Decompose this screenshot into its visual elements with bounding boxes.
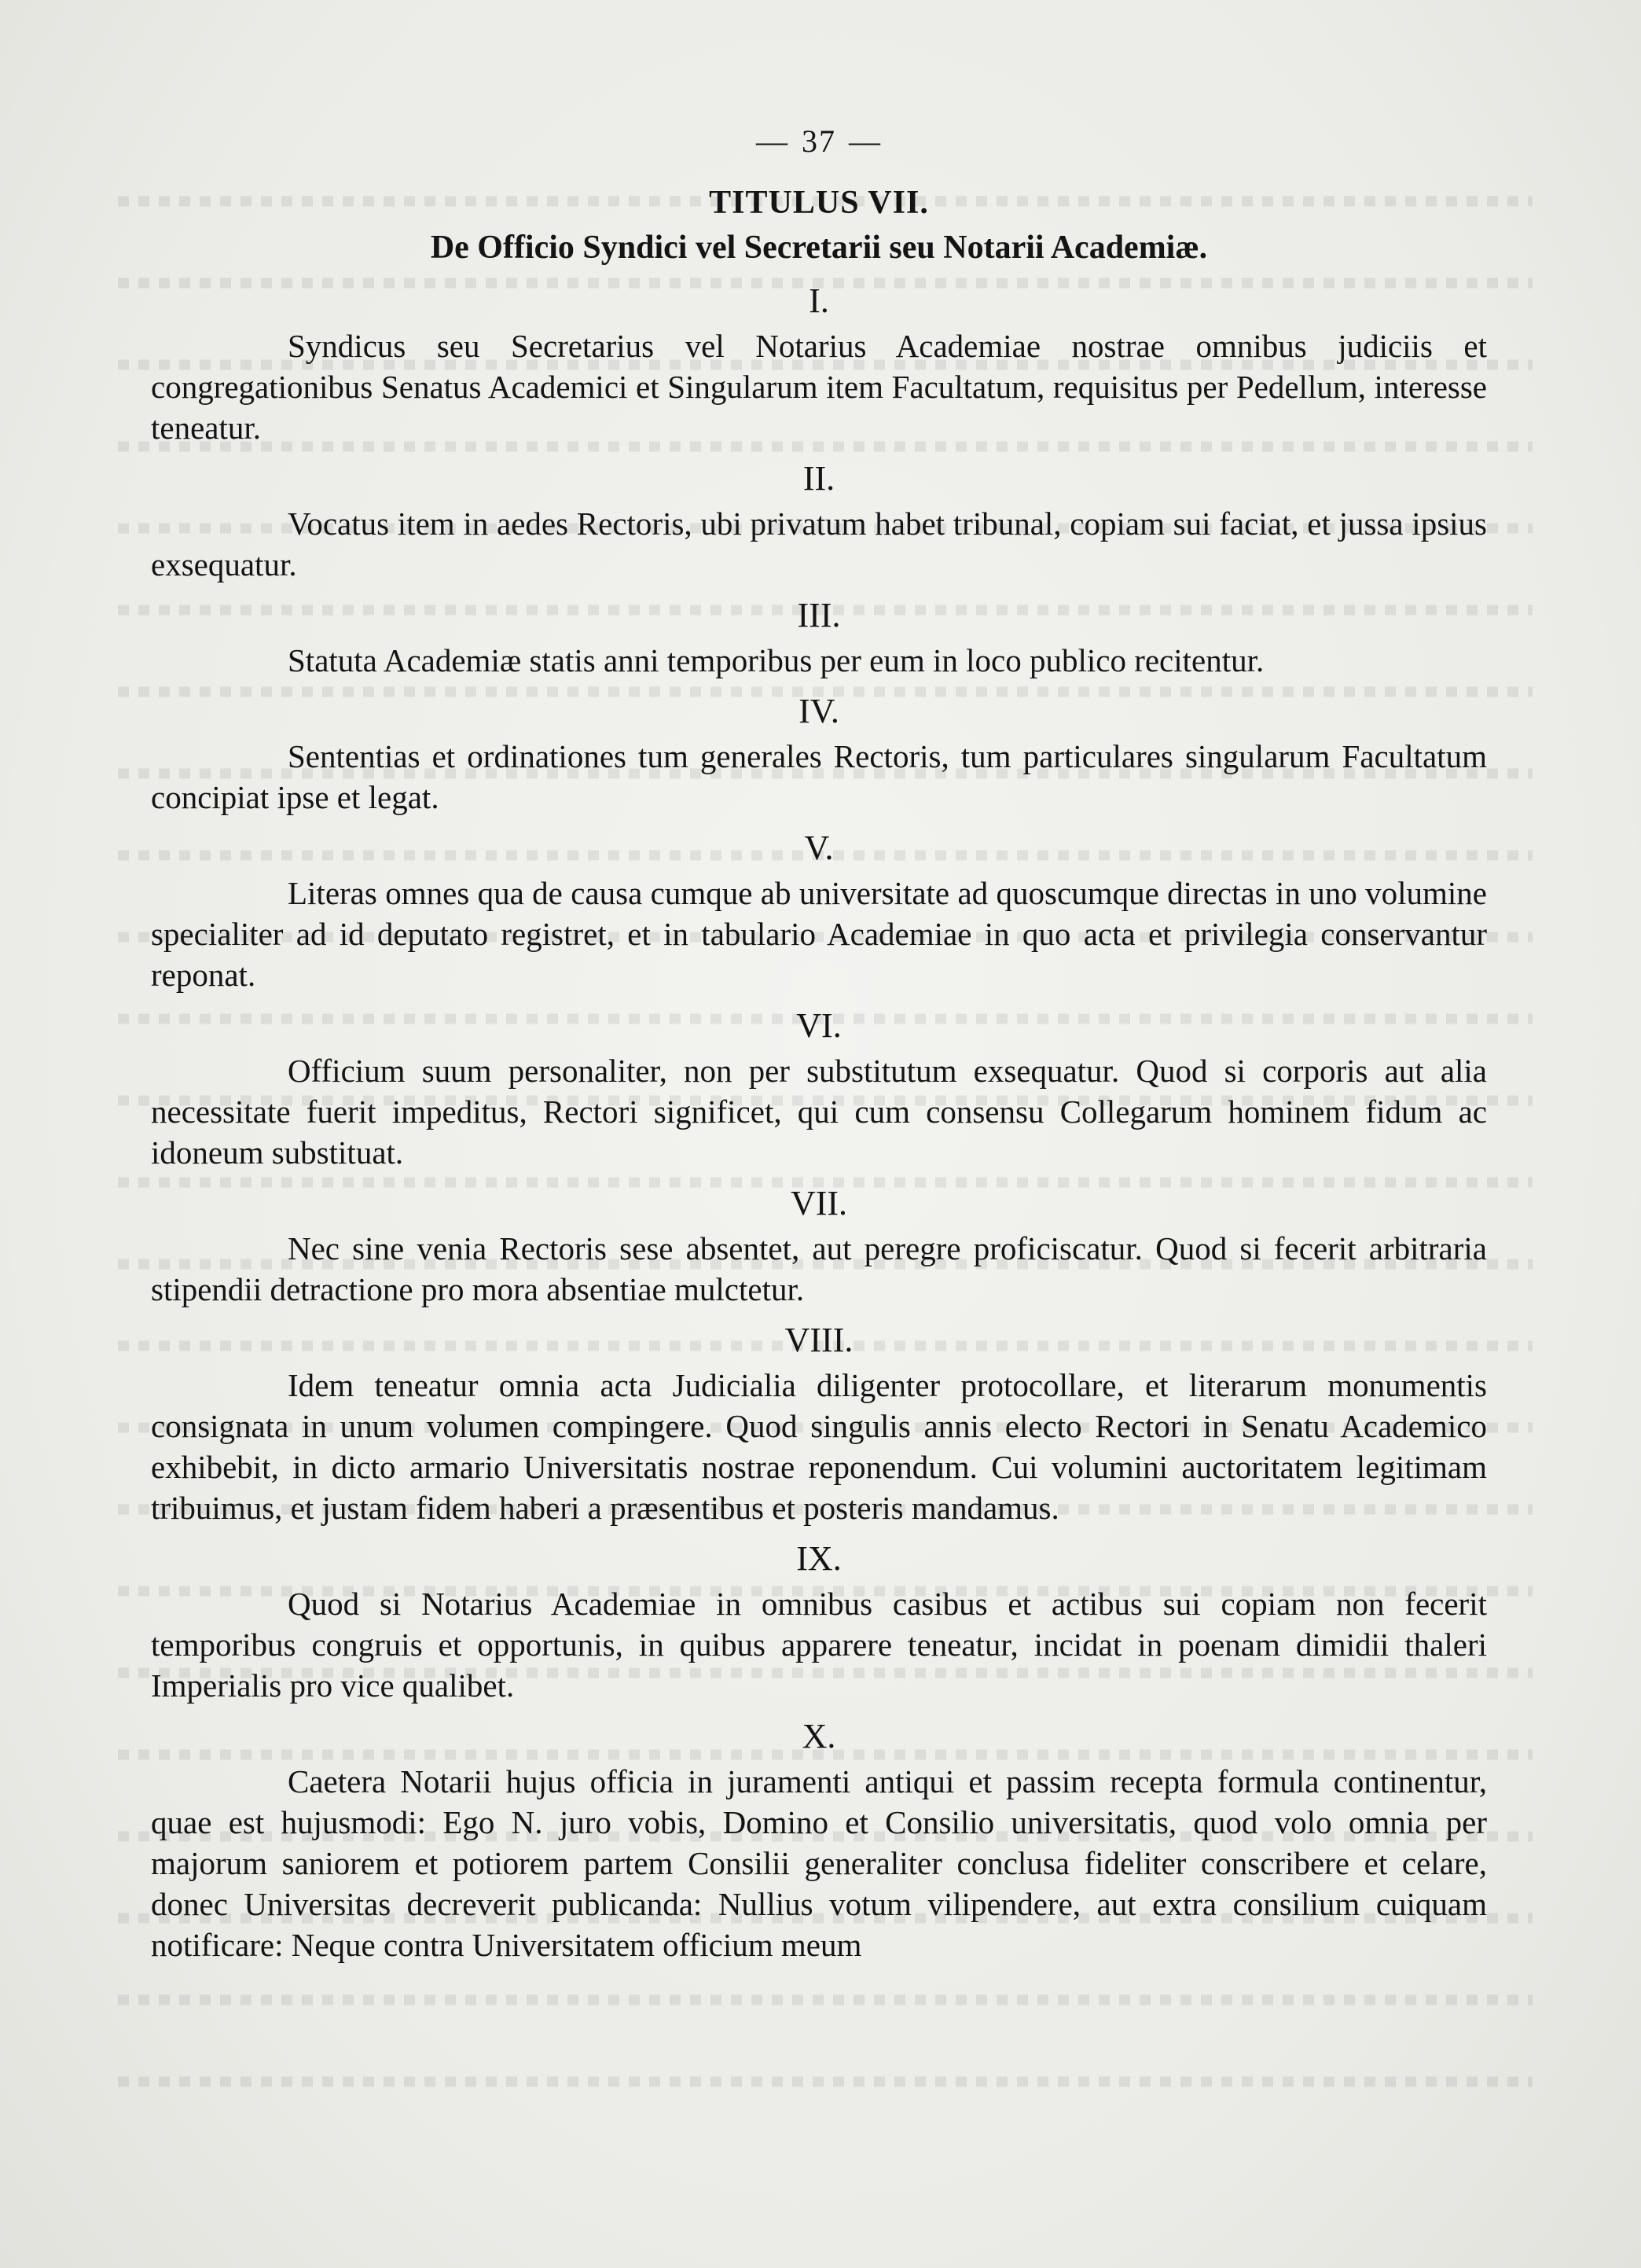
section <box>151 458 1487 585</box>
section-text: Syndicus seu Secretarius vel Notarius Academiae nostrae omnibus judiciis et congregationibus Senatus Academici et Singularum item Facultatum, requisitus per Pedellum, interesse teneatur. <box>151 328 1487 446</box>
section <box>151 827 1487 995</box>
section-text: Officium suum personaliter, non per substitutum exsequatur. Quod si corporis aut alia necessitate fuerit impeditus, Rectori significet, qui cum consensu Collegarum hominem fidum ac idoneum substituat. <box>151 1053 1487 1171</box>
section <box>151 1715 1487 1965</box>
section-number: III. <box>797 596 841 634</box>
section-text: Literas omnes qua de causa cumque ab universitate ad quoscumque directas in uno volumine specialiter ad id deputato registret, et in tabulario Academiae in quo acta et privilegia conservantur reponat. <box>151 875 1487 993</box>
section-number: X. <box>802 1717 836 1755</box>
section <box>151 594 1487 681</box>
section-number: II. <box>802 459 835 498</box>
section-number: IV. <box>798 692 839 730</box>
section <box>151 1005 1487 1173</box>
page-number-value: 37 <box>802 123 836 159</box>
section-number: V. <box>804 829 834 867</box>
section-number: VIII. <box>784 1321 854 1359</box>
section-text: Statuta Academiæ statis anni temporibus per eum in loco publico recitentur. <box>288 642 1265 678</box>
section-text: Quod si Notarius Academiae in omnibus casibus et actibus sui copiam non fecerit temporibus congruis et opportunis, in quibus apparere teneatur, incidat in poenam dimidii thaleri Imperialis pro vice qualibet. <box>151 1586 1487 1704</box>
dash-left: — <box>756 123 789 159</box>
section-text: Vocatus item in aedes Rectoris, ubi privatum habet tribunal, copiam sui faciat, et jussa ipsius exsequatur. <box>151 505 1487 583</box>
section-number: I. <box>809 281 829 320</box>
section <box>151 1182 1487 1310</box>
section-number: IX. <box>796 1539 842 1578</box>
section-number: VI. <box>796 1006 842 1045</box>
section <box>151 1319 1487 1528</box>
section <box>151 1538 1487 1706</box>
page-number <box>151 118 1487 165</box>
section <box>151 690 1487 818</box>
section-text: Sententias et ordinationes tum generales Rectoris, tum particulares singularum Facultatum concipiat ipse et legat. <box>151 738 1487 815</box>
dash-right: — <box>849 123 882 159</box>
section <box>151 280 1487 448</box>
subtitle: De Officio Syndici vel Secretarii seu Notarii Academiæ. <box>430 230 1208 266</box>
section-text: Nec sine venia Rectoris sese absentet, aut peregre proficiscatur. Quod si fecerit arbitraria stipendii detractione pro mora absentiae mulctetur. <box>151 1230 1487 1307</box>
section-number: VII. <box>790 1184 848 1222</box>
section-text: Idem teneatur omnia acta Judicialia diligenter protocollare, et literarum monumentis consignata in unum volumen compingere. Quod singulis annis electo Rectori in Senatu Academico exhibebit, in dicto armario Universitatis nostrae reponendum. Cui volumini auctoritatem legitimam tribuimus, et justam fidem haberi a præsentibus et posteris mandamus. <box>151 1367 1487 1526</box>
title: TITULUS VII. <box>709 185 929 221</box>
text-block <box>151 118 1487 1965</box>
section-text: Caetera Notarii hujus officia in juramenti antiqui et passim recepta formula continentur, quae est hujusmodi: Ego N. juro vobis, Domino et Consilio universitatis, quod volo omnia per majorum saniorem et potiorem partem Consilii generaliter conclusa fideliter conscribere et celare, donec Universitas decreverit publicanda: Nullius votum vilipendere, aut extra consilium cuiquam notificare: Neque contra Universitatem officium meum <box>151 1763 1487 1963</box>
